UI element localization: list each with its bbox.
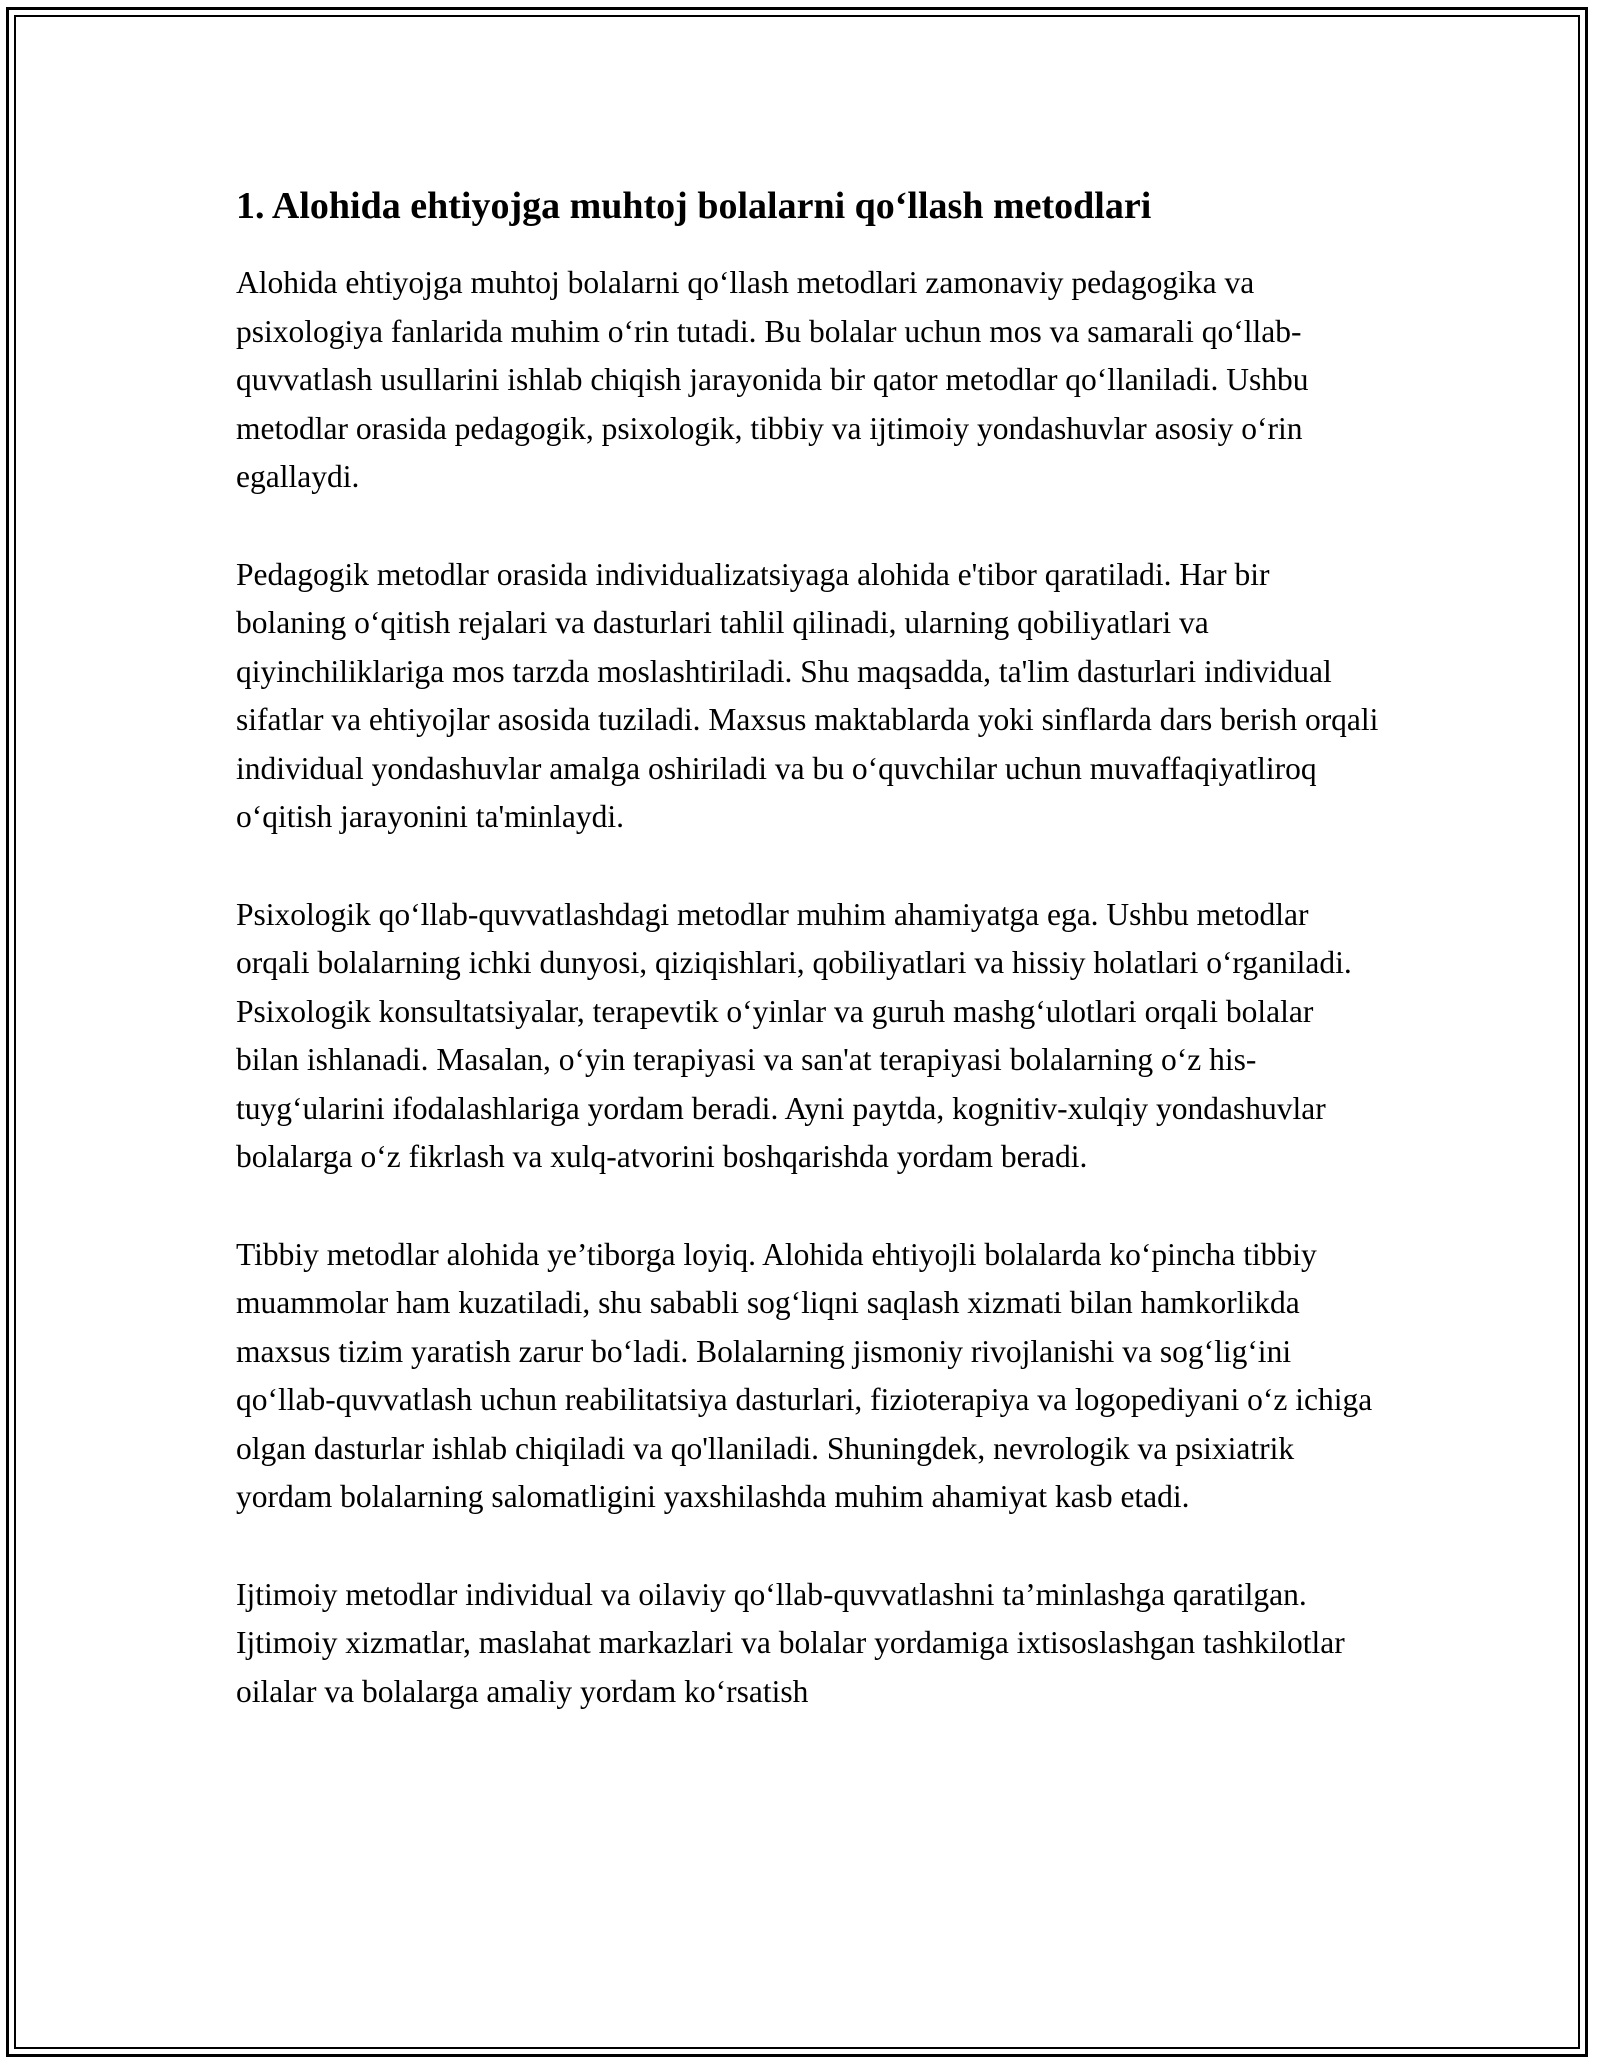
paragraph-psychological-methods: Psixologik qo‘llab-quvvatlashdagi metodlar muhim ahamiyatga ega. Ushbu metodlar orqali bolalarning ichki dunyosi, qiziqishlari, qobiliyatlari va hissiy holatlari o‘rganiladi. Psixologik konsultatsiyalar, terapevtik o‘yinlar va guruh mashg‘ulotlari orqali bolalar bilan ishlanadi. Masalan, o‘yin terapiyasi va san'at terapiyasi bolalarning o‘z his-tuyg‘ularini ifodalashlariga yordam beradi. Ayni paytda, kognitiv-xulqiy yondashuvlar bolalarga o‘z fikrlash va xulq-atvorini boshqarishda yordam beradi. (236, 896, 1352, 1175)
paragraph-social-methods: Ijtimoiy metodlar individual va oilaviy qo‘llab-quvvatlashni ta’minlashga qaratilgan. Ijtimoiy xizmatlar, maslahat markazlari va bolalar yordamiga ixtisoslashgan tashkilotlar oilalar va bolalarga amaliy yordam ko‘rsatish (236, 1576, 1345, 1709)
paragraph-pedagogical-methods: Pedagogik metodlar orasida individualizatsiyaga alohida e'tibor qaratiladi. Har bir bolaning o‘qitish rejalari va dasturlari tahlil qilinadi, ularning qobiliyatlari va qiyinchiliklariga mos tarzda moslashtiriladi. Shu maqsadda, ta'lim dasturlari individual sifatlar va ehtiyojlar asosida tuziladi. Maxsus maktablarda yoki sinflarda dars berish orqali individual yondashuvlar amalga oshiriladi va bu o‘quvchilar uchun muvaffaqiyatliroq o‘qitish jarayonini ta'minlaydi. (236, 556, 1379, 835)
document-body (236, 182, 1380, 1765)
paragraph-intro: Alohida ehtiyojga muhtoj bolalarni qo‘llash metodlari zamonaviy pedagogika va psixologiya fanlarida muhim o‘rin tutadi. Bu bolalar uchun mos va samarali qo‘llab-quvvatlash usullarini ishlab chiqish jarayonida bir qator metodlar qo‘llaniladi. Ushbu metodlar orasida pedagogik, psixologik, tibbiy va ijtimoiy yondashuvlar asosiy o‘rin egallaydi. (236, 265, 1309, 495)
paragraph-medical-methods: Tibbiy metodlar alohida ye’tiborga loyiq. Alohida ehtiyojli bolalarda ko‘pincha tibbiy muammolar ham kuzatiladi, shu sababli sog‘liqni saqlash xizmati bilan hamkorlikda maxsus tizim yaratish zarur bo‘ladi. Bolalarning jismoniy rivojlanishi va sog‘lig‘ini qo‘llab-quvvatlash uchun reabilitatsiya dasturlari, fizioterapiya va logopediyani o‘z ichiga olgan dasturlar ishlab chiqiladi va qo'llaniladi. Shuningdek, nevrologik va psixiatrik yordam bolalarning salomatligini yaxshilashda muhim ahamiyat kasb etadi. (236, 1236, 1373, 1515)
section-heading: 1. Alohida ehtiyojga muhtoj bolalarni qo‘llash metodlari (236, 185, 1152, 227)
